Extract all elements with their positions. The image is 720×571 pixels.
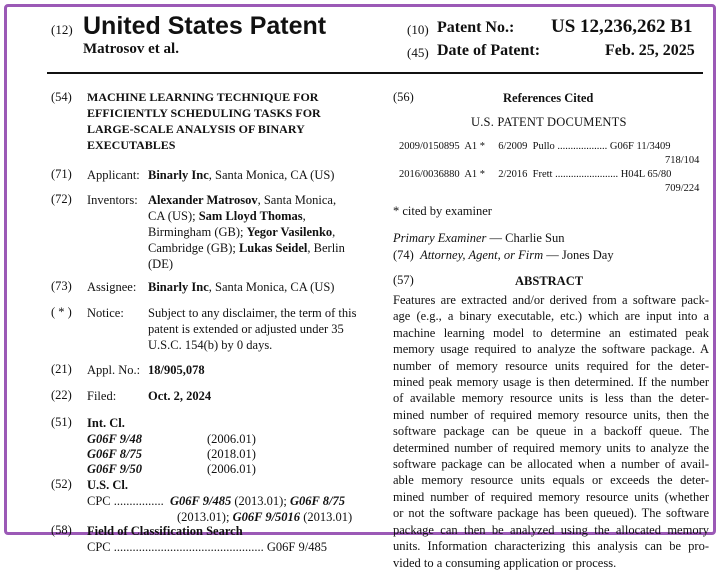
refs-title: References Cited xyxy=(503,91,594,105)
int-cl-row: G06F 9/48 (2006.01) xyxy=(87,432,256,446)
code-71: (71) xyxy=(51,167,72,181)
abstract-text: Features are extracted and/or derived from a software pack- age (e.g., a binary executable, etc.) which are input into a machine learning model to determine an estimated peak memory usage required to analyze the software package. A number of memory resource units required for the deter- mined peak memory usage is then determined. If the number of available memory resource units is less than the deter- mined number of required memory resource units, then the software package can be queue in a backoff queue. The determined number of required memory units to analyze the software package can be allocated when a number of avail- able memory resource units equals or exceeds the deter- mined number of required memory resource units (whether or not the software package has been queued). The software package can then be analyzed using the allocated memory units. Information characterizing this analysis can be pro- vided to a consuming application or process. xyxy=(393,293,709,570)
inventors-list: Alexander Matrosov, Santa Monica, CA (US); Sam Lloyd Thomas, Birmingham (GB); Yegor Vasilenko, Cambridge (GB); Lukas Seidel, Berlin (DE) xyxy=(148,193,345,271)
cpc-classification: CPC ................ G06F 9/485 (2013.01); G06F 8/75 (2013.01); G06F 9/5016 (2013.01) xyxy=(87,494,353,524)
code-22: (22) xyxy=(51,388,72,402)
code-52: (52) xyxy=(51,477,72,491)
code-10: (10) xyxy=(407,22,429,37)
filed-label: Filed: xyxy=(87,389,117,403)
abstract-title: ABSTRACT xyxy=(515,274,584,288)
applicant-label: Applicant: xyxy=(87,168,140,182)
patent-date: Feb. 25, 2025 xyxy=(605,42,695,59)
us-docs-title: U.S. PATENT DOCUMENTS xyxy=(471,115,627,129)
cited-note: * cited by examiner xyxy=(393,204,492,218)
int-cl-row: G06F 8/75 (2018.01) xyxy=(87,447,256,461)
code-12: (12) xyxy=(51,22,73,37)
us-cl-label: U.S. Cl. xyxy=(87,478,128,492)
attorney: (74) Attorney, Agent, or Firm — Jones Day xyxy=(393,248,614,262)
code-45: (45) xyxy=(407,45,429,60)
notice-text: Subject to any disclaimer, the term of this patent is extended or adjusted under 35 U.S.C. 154(b) by 0 days. xyxy=(148,306,357,352)
invention-title: MACHINE LEARNING TECHNIQUE FOR EFFICIENTLY SCHEDULING TASKS FOR LARGE-SCALE ANALYSIS OF BINARY EXECUTABLES xyxy=(87,90,321,152)
field-search-label: Field of Classification Search xyxy=(87,524,243,538)
code-notice: ( * ) xyxy=(51,305,72,319)
field-search-cpc: CPC ................................................ G06F 9/485 xyxy=(87,540,327,554)
filed-date: Oct. 2, 2024 xyxy=(148,389,212,403)
code-56: (56) xyxy=(393,90,414,104)
reference-subclass: 718/104 xyxy=(665,155,700,166)
date-label: Date of Patent: xyxy=(437,42,541,59)
assignee-label: Assignee: xyxy=(87,280,137,294)
applicant: Binarly Inc, Santa Monica, CA (US) xyxy=(148,168,335,182)
appl-no-label: Appl. No.: xyxy=(87,363,141,377)
patent-title: United States Patent xyxy=(83,12,327,40)
code-58: (58) xyxy=(51,523,72,537)
patent-page xyxy=(4,4,716,570)
patent-no-label: Patent No.: xyxy=(437,19,515,36)
inventors-label: Inventors: xyxy=(87,193,138,207)
reference-row: 2009/0150895 A1 * 6/2009 Pullo ................... G06F 11/3409 xyxy=(399,141,671,152)
reference-row: 2016/0036880 A1 * 2/2016 Frett ........................ H04L 65/80 xyxy=(399,169,672,180)
inventor-short: Matrosov et al. xyxy=(83,41,179,57)
notice-label: Notice: xyxy=(87,306,124,320)
primary-examiner: Primary Examiner — Charlie Sun xyxy=(393,231,565,245)
assignee: Binarly Inc, Santa Monica, CA (US) xyxy=(148,280,335,294)
code-51: (51) xyxy=(51,415,72,429)
appl-no: 18/905,078 xyxy=(148,363,205,377)
patent-number: US 12,236,262 B1 xyxy=(551,16,693,37)
header-rule xyxy=(47,72,703,74)
code-57: (57) xyxy=(393,273,414,287)
code-21: (21) xyxy=(51,362,72,376)
code-73: (73) xyxy=(51,279,72,293)
int-cl-row: G06F 9/50 (2006.01) xyxy=(87,462,256,476)
int-cl-list xyxy=(87,431,287,476)
code-54: (54) xyxy=(51,90,72,104)
reference-subclass: 709/224 xyxy=(665,183,700,194)
code-72: (72) xyxy=(51,192,72,206)
int-cl-label: Int. Cl. xyxy=(87,416,125,430)
